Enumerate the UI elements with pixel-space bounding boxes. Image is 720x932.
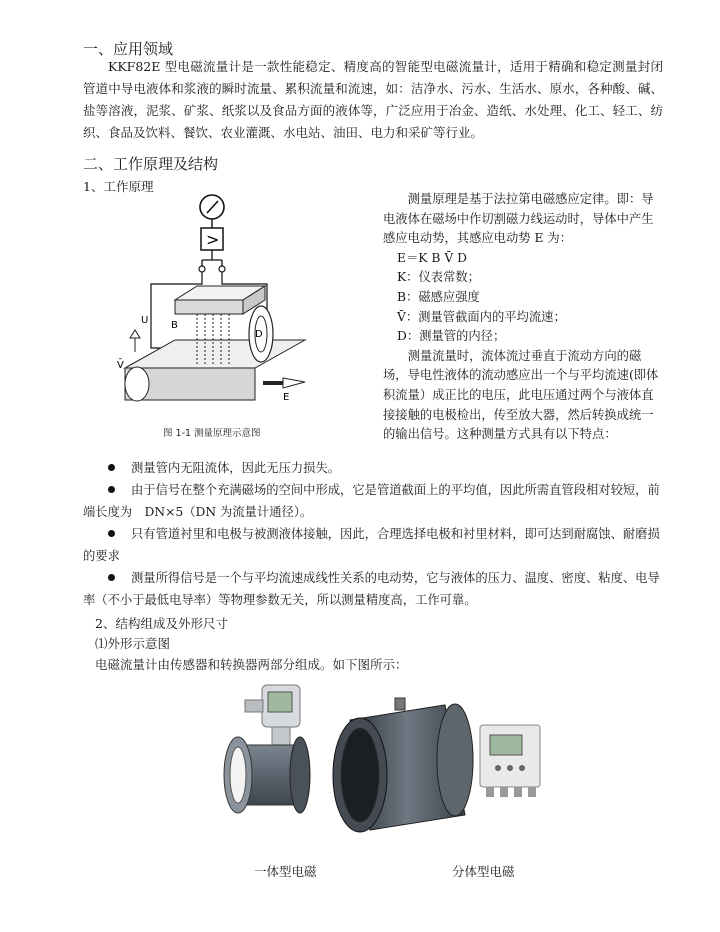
feature-bullet — [83, 567, 663, 611]
subheading-working-principle: 1、工作原理 — [83, 179, 154, 194]
term-v: V̄：测量管截面内的平均流速； — [397, 309, 566, 324]
label-e: E — [283, 392, 290, 403]
term-k: K：仪表常数； — [397, 270, 480, 285]
feature-text: 测量管内无阻流体，因此无压力损失。 — [131, 461, 341, 475]
principle-intro: 测量原理是基于法拉第电磁感应定律。即：导电液体在磁场中作切割磁力线运动时，导体中产生感应电动势，其感应电动势 E 为： — [383, 192, 654, 246]
amplifier-symbol: > — [206, 230, 220, 249]
converter-box-image — [480, 725, 540, 797]
feature-text: 只有管道衬里和电极与被测液体接触，因此，合理选择电极和衬里材料，即可达到耐腐蚀、耐磨损的要求 — [83, 527, 660, 563]
composition-text: 电磁流量计由传感器和转换器两部分组成。如下图所示： — [95, 657, 408, 672]
split-sensor-image — [333, 698, 473, 832]
figure-caption: 图 1-1 测量原理示意图 — [163, 428, 261, 439]
feature-text: 测量所得信号是一个与平均流速成线性关系的电动势，它与液体的压力、温度、密度、粘度、电导率（不小于最低电导率）等物理参数无关，所以测量精度高，工作可靠。 — [83, 571, 660, 607]
caption-integral: 一体型电磁 — [254, 864, 317, 879]
bullet-icon — [108, 486, 115, 493]
integral-flowmeter-image — [224, 685, 310, 813]
bullet-icon — [108, 574, 115, 581]
term-b: B：磁感应强度 — [397, 289, 480, 304]
section-heading-application: 一、应用领域 — [83, 40, 174, 58]
product-photos — [210, 680, 550, 850]
subheading-structure: 2、结构组成及外形尺寸 — [95, 616, 228, 631]
label-b: B — [171, 320, 178, 331]
principle-explanation: 测量流量时，流体流过垂直于流动方向的磁场，导电性液体的流动感应出一个与平均流速(即体积流量）成正比的电压，此电压通过两个与液体直接接触的电极检出，传至放大器，然后转换成统一的输出信号。这种测量方式具有以下特点： — [383, 348, 659, 442]
bullet-icon — [108, 530, 115, 537]
application-paragraph: KKF82E 型电磁流量计是一款性能稳定、精度高的智能型电磁流量计，适用于精确和稳定测量封闭管道中导电液体和浆液的瞬时流量、累积流量和流速，如：洁净水、污水、生活水、原水，各种酸、碱、盐等溶液，泥浆、矿浆、纸浆以及食品方面的液体等，广泛应用于冶金、造纸、水处理、化工、轻工、纺织、食品及饮料、餐饮、农业灌溉、水电站、油田、电力和采矿等行业。 — [83, 59, 663, 140]
feature-bullet — [83, 523, 663, 567]
bullet-icon — [108, 464, 115, 471]
term-d: D：测量管的内径； — [397, 329, 506, 344]
label-u: U — [141, 315, 149, 326]
feature-bullet — [83, 457, 663, 479]
principle-text-column — [383, 190, 661, 445]
feature-text: 由于信号在整个充满磁场的空间中形成，它是管道截面上的平均值，因此所需直管段相对较短，前端长度为 DN×5（DN 为流量计通径）。 — [83, 483, 660, 519]
subheading-outline: ⑴外形示意图 — [95, 636, 171, 651]
section-heading-principle: 二、工作原理及结构 — [83, 155, 219, 173]
principle-equation: E＝K B V̄ D — [397, 250, 467, 265]
principle-diagram — [115, 190, 375, 425]
caption-split: 分体型电磁 — [452, 864, 515, 879]
label-d: D — [255, 329, 263, 340]
label-v: V̄ — [117, 360, 124, 371]
feature-bullet — [83, 479, 663, 523]
